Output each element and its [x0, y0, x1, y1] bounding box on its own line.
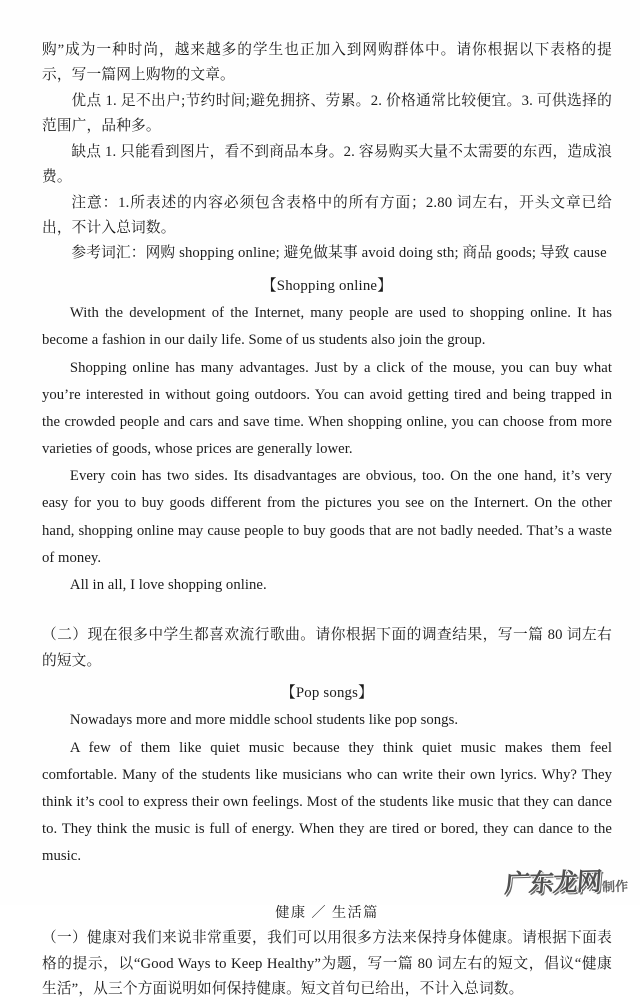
spacer [42, 599, 612, 623]
pop-songs-essay-paragraph-1: Nowadays more and more middle school students like pop songs. [69, 712, 459, 729]
shopping-prompt-notes: 注意：1.所表述的内容必须包含表格中的所有方面；2.80 词左右，开头文章已给出，不计入总词数。 [42, 194, 612, 236]
health-prompt: （一）健康对我们来说非常重要，我们可以用很多方法来保持身体健康。请根据下面表格的提示，以“Good Ways to Keep Healthy”为题，写一篇 80 词左右的短文，倡议“健康生活”，从三个方面说明如何保持健康。短文首句已给出，不计入总词数。 [42, 930, 612, 997]
essay-title-pop-songs: 【Pop songs】 [280, 685, 374, 702]
pop-songs-prompt: （二）现在很多中学生都喜欢流行歌曲。请你根据下面的调查结果，写一篇 80 词左右的短文。 [42, 627, 612, 669]
shopping-prompt-intro: 购”成为一种时尚，越来越多的学生也正加入到网购群体中。请你根据以下表格的提示，写一篇网上购物的文章。 [42, 42, 612, 84]
watermark [505, 863, 628, 899]
section-header-health-life: 健康 ／ 生活篇 [275, 904, 379, 921]
shopping-essay-paragraph-1: With the development of the Internet, many people are used to shopping online. It has become a fashion in our daily life. Some of us students also join the group. [42, 305, 612, 349]
watermark-sub-text: 制作 [601, 879, 629, 896]
shopping-essay-paragraph-3: Every coin has two sides. Its disadvantages are obvious, too. On the one hand, it’s very easy for you to buy goods different from the pictures you see on the Internert. On the other hand, shopping online may cause people to buy goods that are not badly needed. That’s a waste of money. [42, 468, 612, 566]
shopping-prompt-disadvantages: 缺点 1. 只能看到图片，看不到商品本身。2. 容易购买大量不太需要的东西，造成浪费。 [42, 143, 612, 186]
shopping-prompt-vocabulary: 参考词汇：网购 shopping online; 避免做某事 avoid doing sth; 商品 goods; 导致 cause [71, 245, 607, 262]
shopping-essay-paragraph-2: Shopping online has many advantages. Just by a click of the mouse, you can buy what you’re interested in without going outdoors. You can avoid getting tired and being trapped in the crowded people and cars and save time. When shopping online, you can choose from more varieties of goods, whose prices are generally lower. [42, 359, 612, 458]
shopping-prompt-advantages: 优点 1. 足不出户;节约时间;避免拥挤、劳累。2. 价格通常比较便宜。3. 可供选择的范围广，品种多。 [42, 92, 612, 135]
watermark-main-text: 广东龙网 [503, 866, 603, 899]
pop-songs-essay-paragraph-2: A few of them like quiet music because they think quiet music makes them feel comfortable. Many of the students like musicians who can write their own lyrics. Why? They think it’s cool to express their own feelings. Most of the students like music that they can dance to. They think the music is full of energy. When they are tired or bored, they can dance to the music. [42, 739, 612, 865]
essay-title-shopping-online: 【Shopping online】 [261, 277, 393, 294]
shopping-essay-paragraph-4: All in all, I love shopping online. [69, 577, 267, 594]
